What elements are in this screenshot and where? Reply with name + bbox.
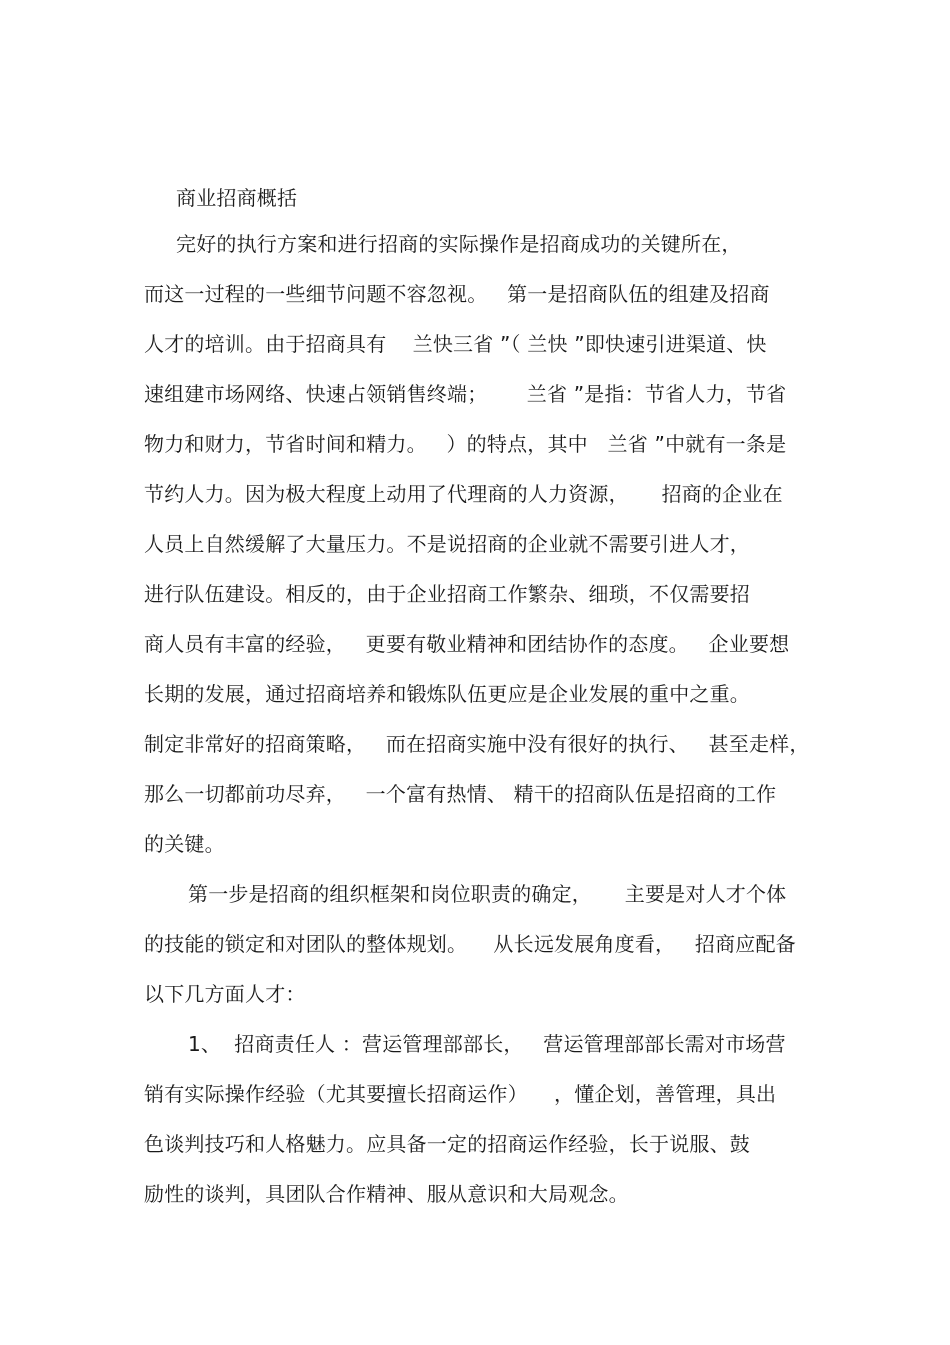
paragraph-line: 色谈判技巧和人格魅力。应具备一定的招商运作经验，长于说服、鼓 <box>144 1132 750 1156</box>
paragraph-line: 节约人力。因为极大程度上动用了代理商的人力资源， 招商的企业在 <box>144 482 783 506</box>
paragraph-line: 长期的发展，通过招商培养和锻炼队伍更应是企业发展的重中之重。 <box>144 682 750 706</box>
paragraph-line: 的关键。 <box>144 832 225 856</box>
paragraph-line: 人才的培训。由于招商具有 兰快三省 ”（ 兰快 ”即快速引进渠道、快 <box>144 332 767 356</box>
paragraph-line: 物力和财力，节省时间和精力。 ）的特点，其中 兰省 ”中就有一条是 <box>144 432 787 456</box>
paragraph-line: 完好的执行方案和进行招商的实际操作是招商成功的关键所在， <box>176 232 742 256</box>
paragraph-line: 进行队伍建设。相反的，由于企业招商工作繁杂、细琐，不仅需要招 <box>144 582 750 606</box>
paragraph-line: 第一步是招商的组织框架和岗位职责的确定， 主要是对人才个体 <box>188 882 787 906</box>
paragraph-line: 而这一过程的一些细节问题不容忽视。 第一是招商队伍的组建及招商 <box>144 282 770 306</box>
paragraph-line: 以下几方面人才： <box>144 982 306 1006</box>
paragraph-line: 的技能的锁定和对团队的整体规划。 从长远发展角度看， 招商应配备 <box>144 932 796 956</box>
paragraph-line: 那么一切都前功尽弃， 一个富有热情、 精干的招商队伍是招商的工作 <box>144 782 777 806</box>
paragraph-line: 商人员有丰富的经验， 更要有敬业精神和团结协作的态度。 企业要想 <box>144 632 790 656</box>
paragraph-line: 制定非常好的招商策略， 而在招商实施中没有很好的执行、 甚至走样， <box>144 732 810 756</box>
paragraph-line: 励性的谈判，具团队合作精神、服从意识和大局观念。 <box>144 1182 629 1206</box>
paragraph-line: 1、 招商责任人 ：营运管理部部长， 营运管理部部长需对市场营 <box>188 1032 786 1056</box>
paragraph-line: 人员上自然缓解了大量压力。不是说招商的企业就不需要引进人才， <box>144 532 750 556</box>
paragraph-line: 销有实际操作经验（尤其要擅长招商运作） ，懂企划，善管理，具出 <box>144 1082 777 1106</box>
document-title: 商业招商概括 <box>176 186 298 210</box>
paragraph-line: 速组建市场网络、快速占领销售终端； 兰省 ”是指：节省人力，节省 <box>144 382 787 406</box>
